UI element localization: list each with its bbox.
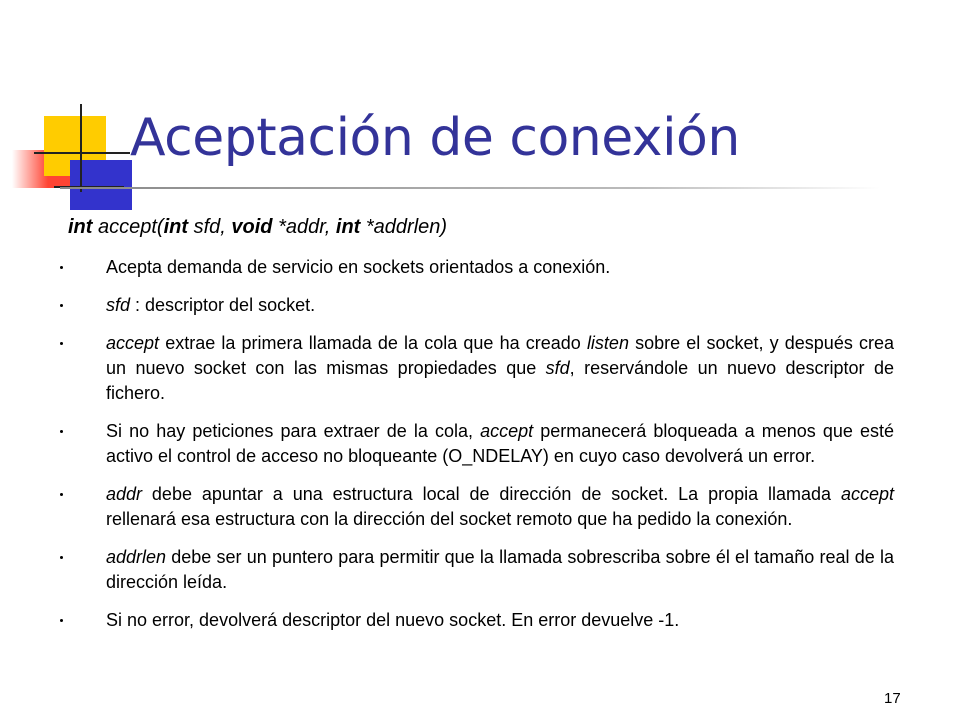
bullet-text: : descriptor del socket. <box>130 295 316 315</box>
bullet-term: addr <box>106 484 143 504</box>
function-signature <box>68 216 447 239</box>
signature-text: sfd, <box>188 216 232 238</box>
bullet-item <box>58 482 894 532</box>
bullet-term: sfd <box>106 295 131 315</box>
bullet-text: extrae la primera llamada de la cola que ha creado <box>159 333 587 353</box>
page-number: 17 <box>884 690 901 707</box>
signature-text: *addr, <box>272 216 336 238</box>
bullet-term: sfd <box>545 358 570 378</box>
bullet-list <box>58 255 894 646</box>
signature-text: accept( <box>92 216 164 238</box>
signature-keyword: int <box>335 216 361 238</box>
bullet-term: accept <box>840 484 894 504</box>
decor-horizontal-line <box>34 152 130 154</box>
bullet-text: , reservándole un nuevo descriptor de fichero. <box>106 358 894 403</box>
bullet-text: permanecerá bloqueada a menos que esté activo el control de acceso no bloqueante (O_NDELAY) en cuyo caso devolverá un error. <box>106 421 894 466</box>
bullet-term: accept <box>106 333 160 353</box>
bullet-text: Si no hay peticiones para extraer de la cola, <box>106 421 481 441</box>
bullet-text: sobre el socket, y después crea un nuevo socket con las mismas propiedades que <box>106 333 894 378</box>
bullet-item <box>58 545 894 595</box>
decor-vertical-line <box>80 104 82 192</box>
signature-keyword: void <box>231 216 273 238</box>
bullet-item <box>58 331 894 406</box>
bullet-item <box>58 293 894 318</box>
signature-text: *addrlen) <box>360 216 448 238</box>
bullet-item <box>58 608 894 633</box>
bullet-text: Acepta demanda de servicio en sockets orientados a conexión. <box>106 257 611 277</box>
bullet-text: debe ser un puntero para permitir que la llamada sobrescriba sobre él el tamaño real de la dirección leída. <box>106 547 894 592</box>
bullet-term: addrlen <box>106 547 167 567</box>
signature-keyword: int <box>163 216 189 238</box>
bullet-text: debe apuntar a una estructura local de dirección de socket. La propia llamada <box>142 484 841 504</box>
bullet-text: Si no error, devolverá descriptor del nuevo socket. En error devuelve -1. <box>106 610 680 630</box>
bullet-term: listen <box>586 333 629 353</box>
bullet-term: accept <box>480 421 534 441</box>
bullet-item <box>58 419 894 469</box>
slide-title: Aceptación de conexión <box>130 108 740 168</box>
bullet-item <box>58 255 894 280</box>
signature-keyword: int <box>68 216 93 238</box>
title-underline-rule <box>60 187 880 189</box>
bullet-text: rellenará esa estructura con la dirección del socket remoto que ha pedido la conexión. <box>106 509 793 529</box>
